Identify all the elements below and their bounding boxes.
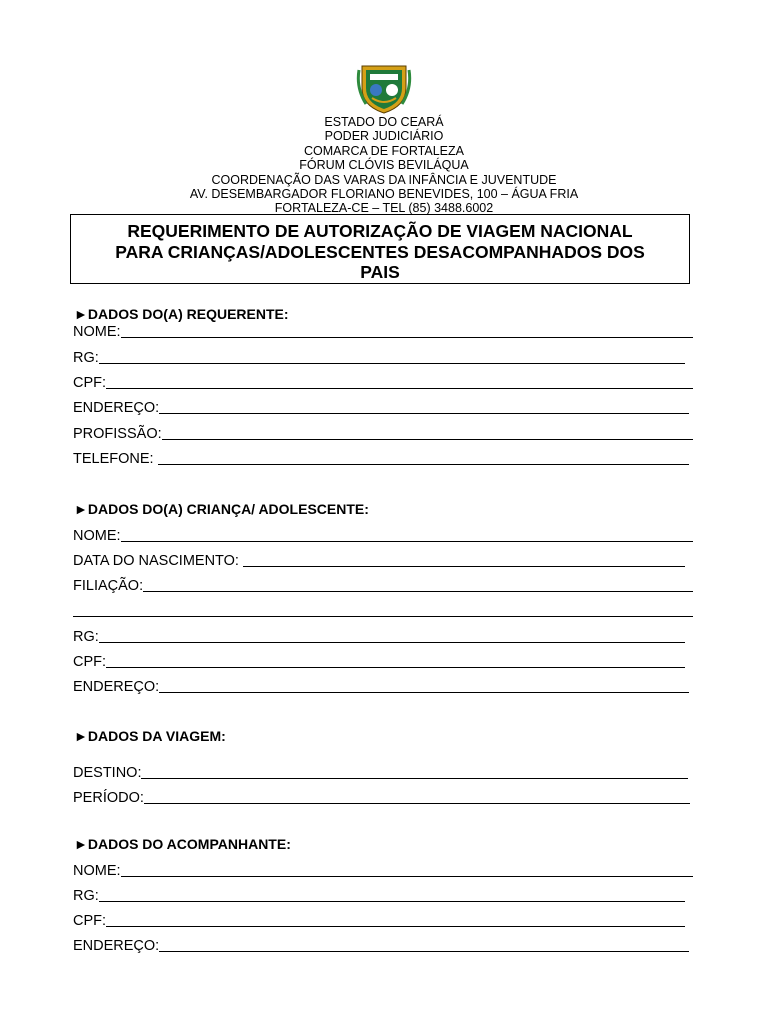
requerente-endereco-field[interactable]	[73, 398, 689, 416]
requerente-telefone-field[interactable]	[73, 449, 689, 467]
blank-line	[143, 590, 693, 592]
crianca-cpf-field[interactable]	[73, 652, 685, 670]
field-label: DATA DO NASCIMENTO:	[73, 553, 243, 569]
blank-line	[159, 412, 689, 414]
section-heading-crianca: ►DADOS DO(A) CRIANÇA/ ADOLESCENTE:	[74, 501, 369, 517]
crianca-filiacao-field[interactable]	[73, 576, 693, 594]
section-heading-acompanhante: ►DADOS DO ACOMPANHANTE:	[74, 836, 291, 852]
court-header	[0, 115, 768, 216]
acompanhante-rg-field[interactable]	[73, 886, 685, 904]
header-line: COORDENAÇÃO DAS VARAS DA INFÂNCIA E JUVENTUDE	[211, 172, 557, 187]
title-line: PARA CRIANÇAS/ADOLESCENTES DESACOMPANHADOS DOS	[115, 241, 645, 262]
header-line: PODER JUDICIÁRIO	[324, 129, 444, 144]
crianca-filiacao-continuation-field[interactable]	[73, 601, 693, 619]
blank-line	[99, 362, 685, 364]
blank-line	[159, 691, 689, 693]
field-label: ENDEREÇO:	[73, 679, 160, 695]
field-label: NOME:	[73, 324, 121, 340]
viagem-destino-field[interactable]	[73, 763, 688, 781]
requerente-profissao-field[interactable]	[73, 424, 693, 442]
blank-line	[159, 950, 689, 952]
section-heading-requerente: ►DADOS DO(A) REQUERENTE:	[74, 306, 289, 322]
field-label: TELEFONE:	[73, 451, 158, 467]
field-label: PERÍODO:	[73, 790, 144, 806]
field-label: NOME:	[73, 528, 121, 544]
blank-line	[73, 615, 693, 617]
viagem-periodo-field[interactable]	[73, 788, 690, 806]
acompanhante-endereco-field[interactable]	[73, 936, 689, 954]
header-line: FORTALEZA-CE – TEL (85) 3488.6002	[274, 201, 494, 216]
field-label: RG:	[73, 888, 99, 904]
document-title	[70, 214, 690, 284]
blank-line	[99, 641, 685, 643]
blank-line	[106, 666, 685, 668]
field-label: NOME:	[73, 863, 121, 879]
field-label: PROFISSÃO:	[73, 426, 162, 442]
blank-line	[106, 387, 693, 389]
acompanhante-nome-field[interactable]	[73, 861, 693, 879]
requerente-nome-field[interactable]	[73, 322, 693, 340]
header-line: FÓRUM CLÓVIS BEVILÁQUA	[299, 158, 469, 173]
field-label: RG:	[73, 629, 99, 645]
blank-line	[121, 875, 693, 877]
field-label: DESTINO:	[73, 765, 142, 781]
ceara-coat-of-arms-icon	[356, 60, 412, 116]
section-heading-viagem: ►DADOS DA VIAGEM:	[74, 728, 226, 744]
title-line: PAIS	[360, 262, 400, 282]
field-label: ENDEREÇO:	[73, 938, 160, 954]
blank-line	[99, 900, 685, 902]
blank-line	[144, 802, 690, 804]
blank-line	[141, 777, 688, 779]
field-label: CPF:	[73, 654, 107, 670]
requerente-rg-field[interactable]	[73, 348, 685, 366]
field-label: CPF:	[73, 375, 107, 391]
crianca-rg-field[interactable]	[73, 627, 685, 645]
blank-line	[106, 925, 685, 927]
header-line: COMARCA DE FORTALEZA	[304, 143, 464, 158]
blank-line	[121, 336, 693, 338]
title-line: REQUERIMENTO DE AUTORIZAÇÃO DE VIAGEM NACIONAL	[127, 221, 633, 241]
crianca-endereco-field[interactable]	[73, 677, 689, 695]
field-label: RG:	[73, 350, 99, 366]
field-label: CPF:	[73, 913, 107, 929]
blank-line	[121, 540, 693, 542]
crianca-nome-field[interactable]	[73, 526, 693, 544]
crianca-nascimento-field[interactable]	[73, 551, 685, 569]
header-line: AV. DESEMBARGADOR FLORIANO BENEVIDES, 100 – ÁGUA FRIA	[189, 187, 579, 202]
acompanhante-cpf-field[interactable]	[73, 911, 685, 929]
header-line: ESTADO DO CEARÁ	[324, 115, 444, 129]
field-label: FILIAÇÃO:	[73, 578, 144, 594]
blank-line	[243, 565, 685, 567]
requerente-cpf-field[interactable]	[73, 373, 693, 391]
blank-line	[162, 438, 693, 440]
field-label: ENDEREÇO:	[73, 400, 160, 416]
blank-line	[158, 463, 689, 465]
